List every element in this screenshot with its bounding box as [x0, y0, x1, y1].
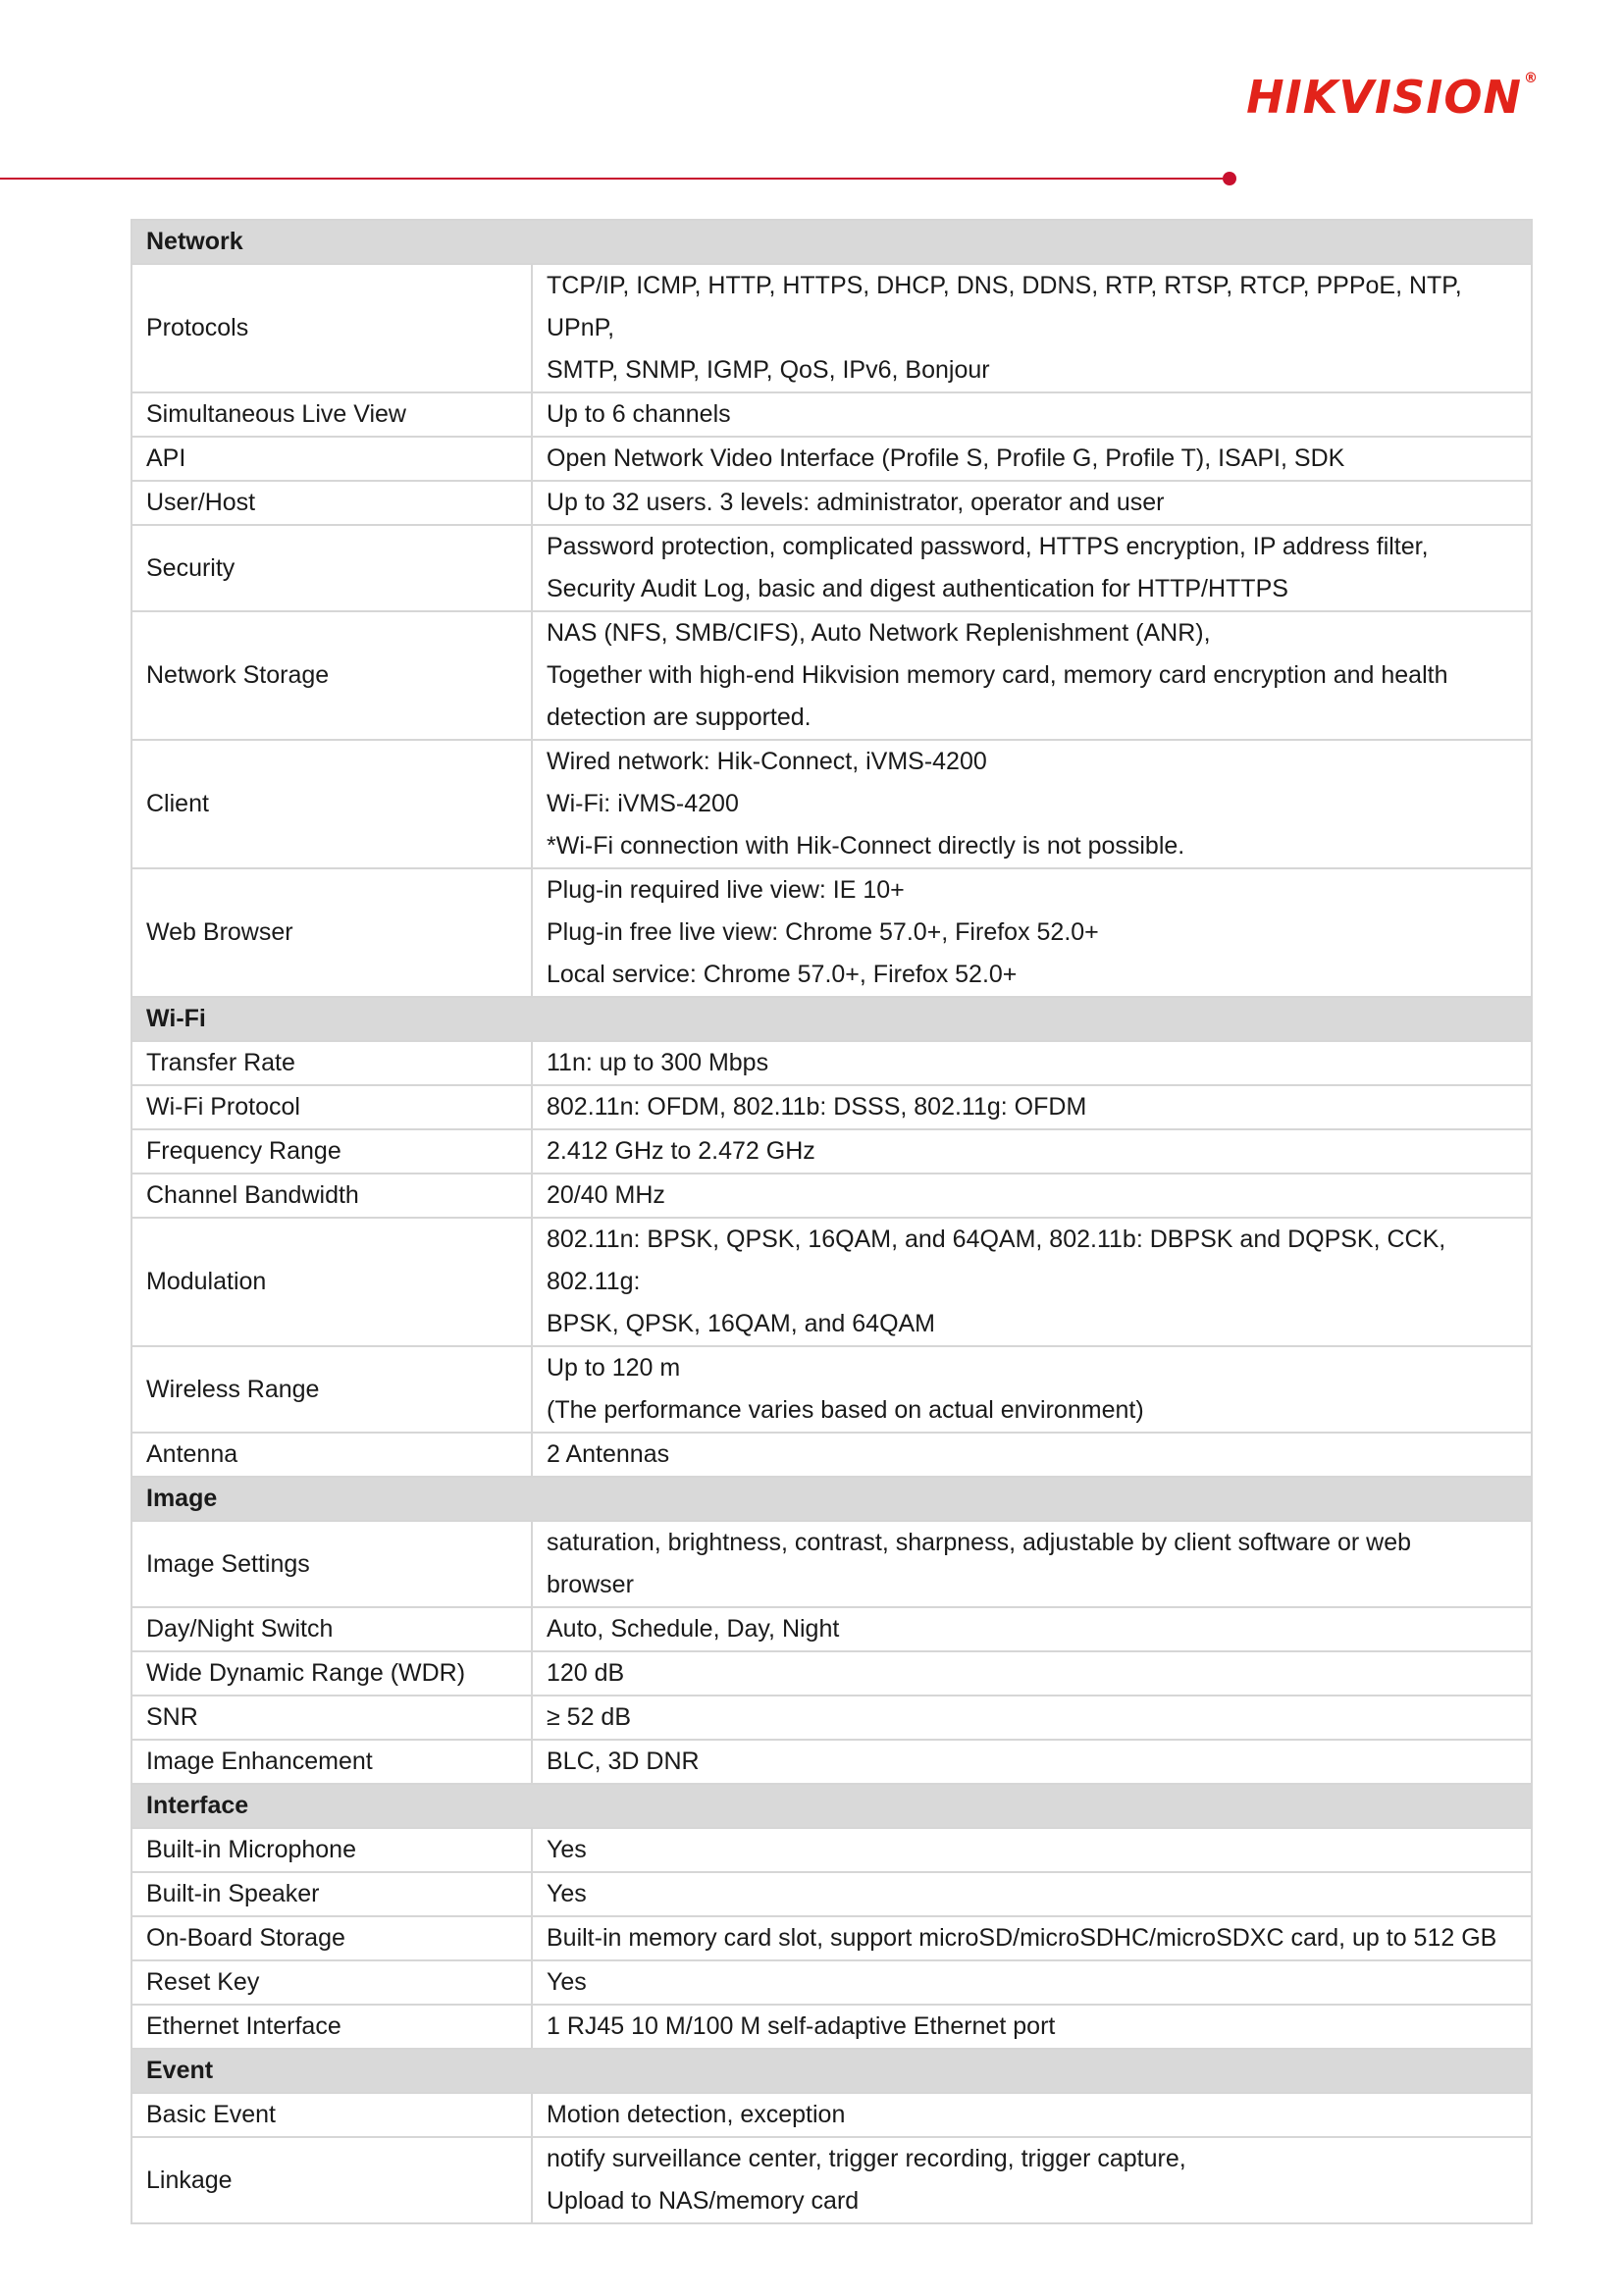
section-title: Image	[131, 1477, 1532, 1521]
spec-row	[131, 1960, 1532, 2005]
section-title: Event	[131, 2049, 1532, 2093]
spec-value-line: 802.11n: OFDM, 802.11b: DSSS, 802.11g: OFDM	[547, 1093, 1087, 1121]
logo-text: HIKVISION	[1246, 71, 1522, 124]
spec-row	[131, 2005, 1532, 2049]
spec-value	[532, 525, 1532, 611]
spec-value-line: Plug-in required live view: IE 10+	[547, 876, 905, 904]
spec-value-line: Built-in memory card slot, support microSD/microSDHC/microSDXC card, up to 512 GB	[547, 1924, 1497, 1952]
spec-value-line: Plug-in free live view: Chrome 57.0+, Firefox 52.0+	[547, 918, 1099, 946]
spec-value-line: *Wi-Fi connection with Hik-Connect directly is not possible.	[547, 832, 1185, 860]
spec-value-line: Upload to NAS/memory card	[547, 2187, 860, 2215]
spec-value-line: detection are supported.	[547, 704, 812, 731]
spec-value-line: Up to 32 users. 3 levels: administrator, operator and user	[547, 489, 1165, 516]
spec-value	[532, 1740, 1532, 1784]
spec-value-line: saturation, brightness, contrast, sharpness, adjustable by client software or web	[547, 1529, 1412, 1556]
spec-value-line: browser	[547, 1571, 634, 1598]
spec-value-line: Together with high-end Hikvision memory card, memory card encryption and health	[547, 661, 1448, 689]
spec-value-line: 2.412 GHz to 2.472 GHz	[547, 1137, 815, 1165]
spec-value	[532, 868, 1532, 997]
spec-value	[532, 1872, 1532, 1916]
registered-mark: ®	[1524, 71, 1539, 86]
spec-label: Channel Bandwidth	[131, 1174, 532, 1218]
spec-label: Wireless Range	[131, 1346, 532, 1433]
spec-value-line: Up to 120 m	[547, 1354, 681, 1382]
spec-value	[532, 1174, 1532, 1218]
spec-row	[131, 1651, 1532, 1696]
header-rule-dot	[1223, 172, 1236, 185]
spec-value	[532, 740, 1532, 868]
spec-value-line: Yes	[547, 1836, 587, 1863]
spec-value	[532, 264, 1532, 392]
spec-value-line: 11n: up to 300 Mbps	[547, 1049, 769, 1076]
spec-row	[131, 1041, 1532, 1085]
spec-value	[532, 2137, 1532, 2223]
spec-value-line: TCP/IP, ICMP, HTTP, HTTPS, DHCP, DNS, DDNS, RTP, RTSP, RTCP, PPPoE, NTP, UPnP,	[547, 272, 1462, 341]
spec-row	[131, 1521, 1532, 1607]
section-title: Interface	[131, 1784, 1532, 1828]
spec-label: Day/Night Switch	[131, 1607, 532, 1651]
spec-row	[131, 1916, 1532, 1960]
spec-value-line: BLC, 3D DNR	[547, 1748, 700, 1775]
spec-value-line: 20/40 MHz	[547, 1181, 665, 1209]
spec-label: Client	[131, 740, 532, 868]
spec-row	[131, 1696, 1532, 1740]
spec-value	[532, 1696, 1532, 1740]
spec-row	[131, 868, 1532, 997]
spec-label: Reset Key	[131, 1960, 532, 2005]
hikvision-logo	[1246, 71, 1539, 124]
section-title: Wi-Fi	[131, 997, 1532, 1041]
spec-table-body	[131, 220, 1532, 2223]
section-title: Network	[131, 220, 1532, 264]
spec-label: Network Storage	[131, 611, 532, 740]
spec-row	[131, 2137, 1532, 2223]
spec-value	[532, 1346, 1532, 1433]
spec-row	[131, 2093, 1532, 2137]
spec-row	[131, 525, 1532, 611]
spec-value-line: NAS (NFS, SMB/CIFS), Auto Network Replenishment (ANR),	[547, 619, 1211, 647]
spec-label: Frequency Range	[131, 1129, 532, 1174]
spec-value	[532, 392, 1532, 437]
spec-row	[131, 392, 1532, 437]
spec-label: Basic Event	[131, 2093, 532, 2137]
spec-label: Modulation	[131, 1218, 532, 1346]
spec-label: Built-in Speaker	[131, 1872, 532, 1916]
spec-value	[532, 2093, 1532, 2137]
spec-value-line: 802.11n: BPSK, QPSK, 16QAM, and 64QAM, 802.11b: DBPSK and DQPSK, CCK, 802.11g:	[547, 1226, 1446, 1295]
spec-value	[532, 1041, 1532, 1085]
spec-row	[131, 1129, 1532, 1174]
spec-value	[532, 1129, 1532, 1174]
spec-value-line: SMTP, SNMP, IGMP, QoS, IPv6, Bonjour	[547, 356, 990, 384]
spec-value	[532, 1916, 1532, 1960]
spec-value-line: (The performance varies based on actual environment)	[547, 1396, 1144, 1424]
spec-label: Linkage	[131, 2137, 532, 2223]
spec-value	[532, 1828, 1532, 1872]
spec-label: Wide Dynamic Range (WDR)	[131, 1651, 532, 1696]
spec-row	[131, 1346, 1532, 1433]
spec-value-line: Yes	[547, 1880, 587, 1907]
spec-label: Image Settings	[131, 1521, 532, 1607]
spec-value-line: Open Network Video Interface (Profile S, Profile G, Profile T), ISAPI, SDK	[547, 444, 1345, 472]
spec-value-line: 1 RJ45 10 M/100 M self-adaptive Ethernet port	[547, 2012, 1056, 2040]
spec-value	[532, 481, 1532, 525]
spec-label: Protocols	[131, 264, 532, 392]
spec-label: Security	[131, 525, 532, 611]
section-header-row	[131, 1477, 1532, 1521]
spec-row	[131, 1433, 1532, 1477]
spec-row	[131, 264, 1532, 392]
header-rule	[0, 178, 1223, 180]
spec-value	[532, 1218, 1532, 1346]
spec-row	[131, 437, 1532, 481]
spec-value-line: 120 dB	[547, 1659, 625, 1687]
spec-label: SNR	[131, 1696, 532, 1740]
spec-label: Image Enhancement	[131, 1740, 532, 1784]
spec-label: Transfer Rate	[131, 1041, 532, 1085]
spec-row	[131, 740, 1532, 868]
spec-label: Built-in Microphone	[131, 1828, 532, 1872]
spec-value-line: Password protection, complicated password, HTTPS encryption, IP address filter,	[547, 533, 1429, 560]
spec-value	[532, 437, 1532, 481]
spec-value-line: 2 Antennas	[547, 1440, 670, 1468]
spec-label: Ethernet Interface	[131, 2005, 532, 2049]
spec-value	[532, 1433, 1532, 1477]
spec-label: Wi-Fi Protocol	[131, 1085, 532, 1129]
spec-label: Web Browser	[131, 868, 532, 997]
section-header-row	[131, 220, 1532, 264]
spec-row	[131, 1872, 1532, 1916]
spec-value	[532, 1085, 1532, 1129]
spec-value	[532, 1960, 1532, 2005]
spec-value	[532, 611, 1532, 740]
spec-label: Antenna	[131, 1433, 532, 1477]
spec-row	[131, 481, 1532, 525]
spec-row	[131, 1828, 1532, 1872]
spec-value-line: ≥ 52 dB	[547, 1703, 631, 1731]
section-header-row	[131, 997, 1532, 1041]
spec-row	[131, 1218, 1532, 1346]
spec-value-line: Up to 6 channels	[547, 400, 731, 428]
spec-value	[532, 1607, 1532, 1651]
section-header-row	[131, 1784, 1532, 1828]
spec-label: User/Host	[131, 481, 532, 525]
spec-value-line: Yes	[547, 1968, 587, 1996]
spec-table	[131, 219, 1533, 2224]
section-header-row	[131, 2049, 1532, 2093]
spec-value-line: Wired network: Hik-Connect, iVMS-4200	[547, 748, 987, 775]
spec-label: Simultaneous Live View	[131, 392, 532, 437]
spec-value-line: Motion detection, exception	[547, 2101, 846, 2128]
spec-value-line: Local service: Chrome 57.0+, Firefox 52.0+	[547, 961, 1018, 988]
spec-label: API	[131, 437, 532, 481]
spec-value	[532, 1521, 1532, 1607]
spec-value	[532, 2005, 1532, 2049]
spec-row	[131, 1174, 1532, 1218]
spec-row	[131, 611, 1532, 740]
spec-value-line: notify surveillance center, trigger recording, trigger capture,	[547, 2145, 1186, 2172]
spec-value-line: BPSK, QPSK, 16QAM, and 64QAM	[547, 1310, 936, 1337]
spec-value-line: Auto, Schedule, Day, Night	[547, 1615, 840, 1643]
spec-row	[131, 1740, 1532, 1784]
spec-value	[532, 1651, 1532, 1696]
spec-row	[131, 1607, 1532, 1651]
spec-row	[131, 1085, 1532, 1129]
spec-value-line: Wi-Fi: iVMS-4200	[547, 790, 739, 817]
spec-label: On-Board Storage	[131, 1916, 532, 1960]
spec-value-line: Security Audit Log, basic and digest authentication for HTTP/HTTPS	[547, 575, 1288, 602]
